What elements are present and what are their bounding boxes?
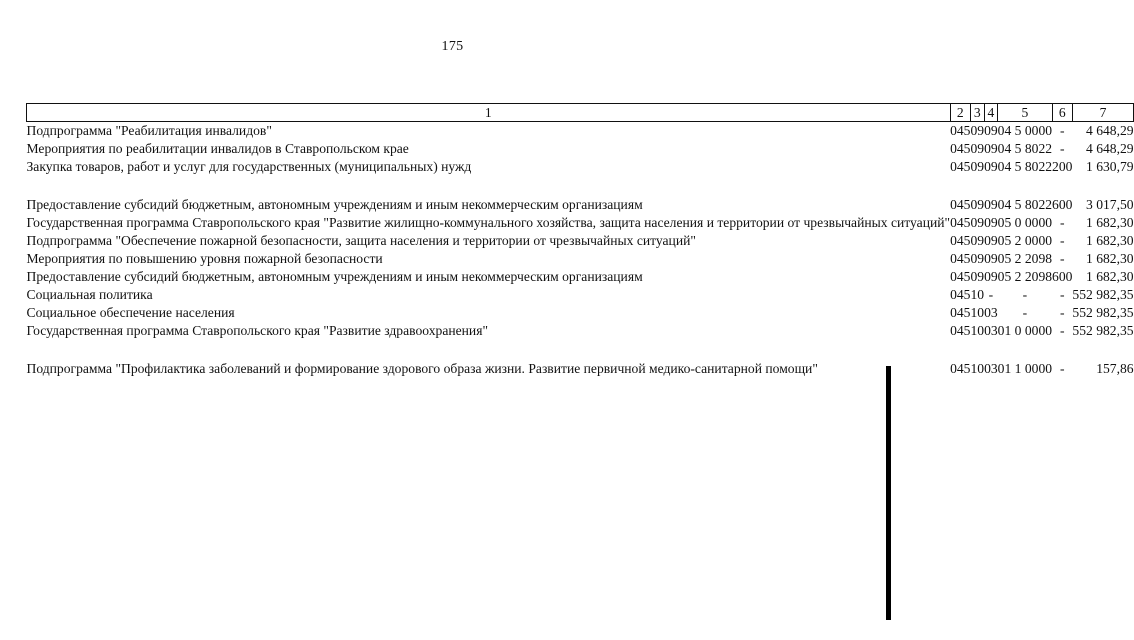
row-col-7: 4 648,29 — [1086, 141, 1134, 156]
row-name: Государственная программа Ставропольского края "Развитие жилищно-коммунального хозяйства, защита населения и территории от чрезвычайных ситуаций" — [26, 215, 951, 230]
row-col-6: - — [1059, 361, 1065, 376]
row-col-3: 09 — [970, 215, 985, 230]
row-col-6: 200 — [1052, 159, 1073, 174]
row-col-4: 03 — [984, 305, 998, 320]
row-col-3: 10 — [970, 305, 985, 320]
row-col-2: 045 — [950, 361, 971, 376]
row-col-7: 552 982,35 — [1072, 305, 1134, 320]
row-col-4: 03 — [984, 323, 998, 338]
row-name: Подпрограмма "Реабилитация инвалидов" — [26, 123, 272, 138]
table-row — [27, 250, 1134, 268]
row-col-4: 09 — [984, 233, 998, 248]
row-col-5: - — [1022, 305, 1028, 320]
table-row — [27, 232, 1134, 250]
row-col-6: - — [1059, 305, 1065, 320]
row-col-6: - — [1059, 287, 1065, 302]
row-col-3: 10 — [970, 323, 985, 338]
table-header-row — [27, 104, 1134, 122]
row-col-4: 09 — [984, 197, 998, 212]
row-col-5: 04 5 8022 — [997, 141, 1053, 156]
table-row — [27, 122, 1134, 141]
row-col-3: 09 — [970, 159, 985, 174]
row-col-4: 03 — [984, 361, 998, 376]
row-col-5: 05 2 2098 — [997, 251, 1053, 266]
page-number: 175 — [441, 39, 464, 54]
row-col-5: 05 0 0000 — [997, 215, 1053, 230]
row-name: Подпрограмма "Обеспечение пожарной безопасности, защита населения и территории от чрезвычайных ситуаций" — [26, 233, 696, 248]
row-col-3: 09 — [970, 251, 985, 266]
scan-edge-bar — [886, 366, 891, 620]
table-row — [27, 304, 1134, 322]
row-col-6: - — [1059, 215, 1065, 230]
row-col-6: 600 — [1052, 197, 1073, 212]
budget-table — [26, 103, 1134, 378]
row-col-2: 045 — [950, 215, 971, 230]
row-col-3: 09 — [970, 233, 985, 248]
table-row — [27, 140, 1134, 158]
header-col-5: 5 — [998, 104, 1052, 122]
row-col-5: 01 0 0000 — [997, 323, 1053, 338]
table-row — [27, 286, 1134, 304]
row-col-7: 1 682,30 — [1086, 215, 1134, 230]
row-col-6: - — [1059, 141, 1065, 156]
row-col-5: 01 1 0000 — [997, 361, 1053, 376]
row-name: Предоставление субсидий бюджетным, автономным учреждениям и иным некоммерческим организациям — [26, 197, 643, 212]
row-col-4: 09 — [984, 123, 998, 138]
row-col-6: - — [1059, 233, 1065, 248]
row-col-2: 045 — [950, 123, 971, 138]
row-name: Мероприятия по реабилитации инвалидов в Ставропольском крае — [26, 141, 409, 156]
spacer-cell — [27, 176, 1134, 196]
row-name: Закупка товаров, работ и услуг для государственных (муниципальных) нужд — [26, 159, 472, 174]
header-col-7: 7 — [1072, 104, 1133, 122]
header-col-1: 1 — [27, 104, 951, 122]
row-col-6: - — [1059, 323, 1065, 338]
row-col-5: 05 2 2098 — [997, 269, 1053, 284]
row-col-7: 1 630,79 — [1086, 159, 1134, 174]
table-row — [27, 214, 1134, 232]
row-col-3: 10 — [970, 287, 985, 302]
row-col-7: 1 682,30 — [1086, 251, 1134, 266]
row-col-2: 045 — [950, 269, 971, 284]
row-col-7: 1 682,30 — [1086, 269, 1134, 284]
row-col-7: 4 648,29 — [1086, 123, 1134, 138]
row-col-3: 10 — [970, 361, 985, 376]
row-col-3: 09 — [970, 269, 985, 284]
row-col-2: 045 — [950, 233, 971, 248]
row-col-7: 1 682,30 — [1086, 233, 1134, 248]
row-col-2: 045 — [950, 287, 971, 302]
row-name: Социальное обеспечение населения — [26, 305, 235, 320]
row-col-7: 157,86 — [1096, 361, 1134, 376]
header-col-6: 6 — [1052, 104, 1072, 122]
row-name: Мероприятия по повышению уровня пожарной безопасности — [26, 251, 383, 266]
row-col-3: 09 — [970, 141, 985, 156]
row-col-2: 045 — [950, 305, 971, 320]
table-row — [27, 196, 1134, 214]
row-col-6: 600 — [1052, 269, 1073, 284]
table-row — [27, 158, 1134, 176]
row-col-2: 045 — [950, 141, 971, 156]
row-col-3: 09 — [970, 123, 985, 138]
row-name: Предоставление субсидий бюджетным, автономным учреждениям и иным некоммерческим организациям — [26, 269, 643, 284]
row-col-2: 045 — [950, 251, 971, 266]
row-name: Социальная политика — [26, 287, 153, 302]
row-col-4: 09 — [984, 141, 998, 156]
row-col-5: 04 5 8022 — [997, 197, 1053, 212]
row-name: Государственная программа Ставропольского края "Развитие здравоохранения" — [26, 323, 489, 338]
spacer-cell — [27, 340, 1134, 360]
row-col-2: 045 — [950, 159, 971, 174]
row-col-3: 09 — [970, 197, 985, 212]
row-col-4: 09 — [984, 251, 998, 266]
row-name: Подпрограмма "Профилактика заболеваний и формирование здорового образа жизни. Развитие первичной медико-санитарной помощи" — [26, 361, 818, 376]
row-col-7: 552 982,35 — [1072, 323, 1134, 338]
row-col-2: 045 — [950, 323, 971, 338]
row-col-7: 552 982,35 — [1072, 287, 1134, 302]
row-col-5: 05 2 0000 — [997, 233, 1053, 248]
row-col-4: - — [988, 287, 994, 302]
table-row — [27, 322, 1134, 340]
row-col-6: - — [1059, 123, 1065, 138]
row-col-2: 045 — [950, 197, 971, 212]
row-col-5: 04 5 8022 — [997, 159, 1053, 174]
row-col-6: - — [1059, 251, 1065, 266]
row-col-4: 09 — [984, 215, 998, 230]
row-col-4: 09 — [984, 159, 998, 174]
row-col-5: - — [1022, 287, 1028, 302]
row-col-5: 04 5 0000 — [997, 123, 1053, 138]
spacer-row — [27, 176, 1134, 196]
spacer-row — [27, 340, 1134, 360]
row-col-7: 3 017,50 — [1086, 197, 1134, 212]
header-col-4: 4 — [984, 104, 998, 122]
row-col-4: 09 — [984, 269, 998, 284]
header-col-2: 2 — [950, 104, 970, 122]
table-row — [27, 268, 1134, 286]
table-row — [27, 360, 1134, 378]
header-col-3: 3 — [970, 104, 984, 122]
